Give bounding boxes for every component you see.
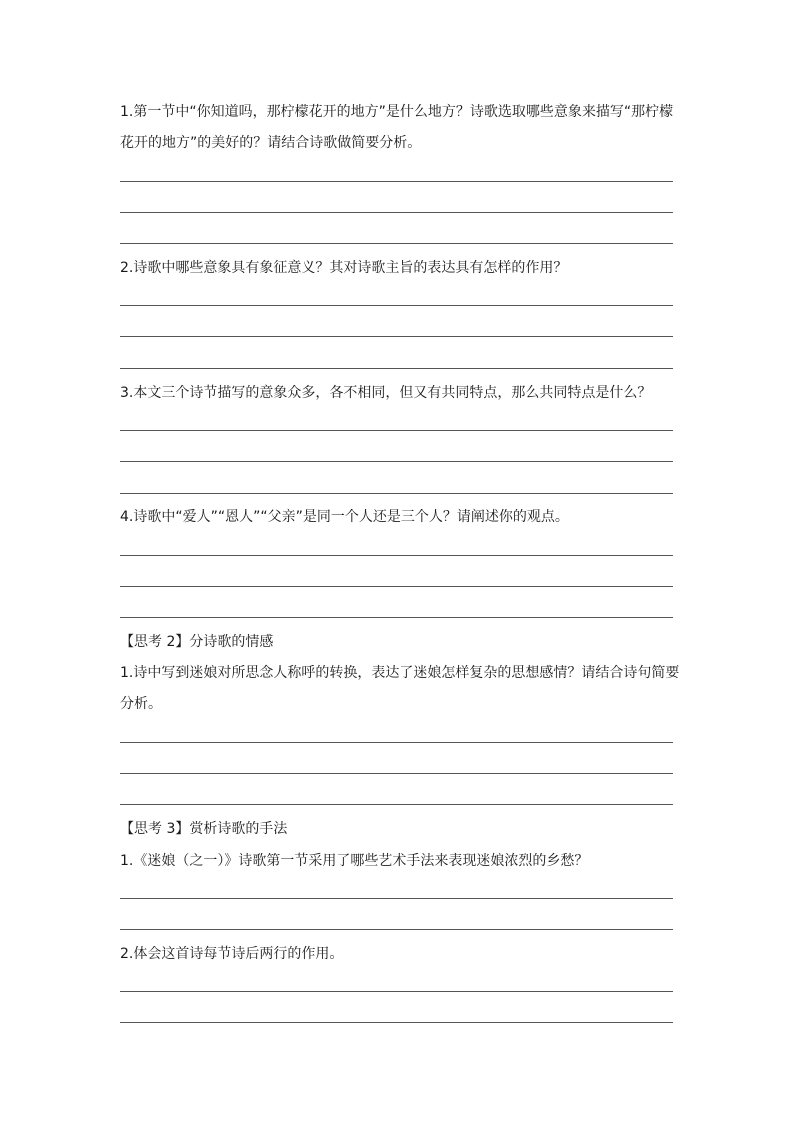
answer-line[interactable] [120,212,673,213]
answer-line[interactable] [120,555,673,556]
answer-line[interactable] [120,929,673,930]
answer-line[interactable] [120,336,673,337]
answer-line[interactable] [120,617,673,618]
answer-line[interactable] [120,305,673,306]
section-3-question-1: 1.《迷娘（之一）》诗歌第一节采用了哪些艺术手法来表现迷娘浓烈的乡愁？ [120,853,589,869]
section-3-question-2: 2.体会这首诗每节诗后两行的作用。 [120,946,344,962]
answer-line[interactable] [120,742,673,743]
section-2-heading: 【思考 2】分诗歌的情感 [120,634,274,650]
answer-line[interactable] [120,1022,673,1023]
question-1: 1.第一节中“你知道吗，那柠檬花开的地方”是什么地方？诗歌选取哪些意象来描写“那柠檬花开的地方”的美好的？请结合诗歌做简要分析。 [120,104,674,151]
answer-line[interactable] [120,773,673,774]
answer-line[interactable] [120,493,673,494]
answer-line[interactable] [120,461,673,462]
section-3-heading: 【思考 3】赏析诗歌的手法 [120,821,288,837]
question-2: 2.诗歌中哪些意象具有象征意义？其对诗歌主旨的表达具有怎样的作用？ [120,260,568,276]
answer-line[interactable] [120,898,673,899]
answer-line[interactable] [120,991,673,992]
section-2-question-1: 1.诗中写到迷娘对所思念人称呼的转换，表达了迷娘怎样复杂的思想感情？请结合诗句简要分析。 [120,665,680,712]
answer-line[interactable] [120,243,673,244]
question-4: 4.诗歌中“爱人”“恩人”“父亲”是同一个人还是三个人？请阐述你的观点。 [120,509,569,525]
question-3: 3.本文三个诗节描写的意象众多，各不相同，但又有共同特点，那么共同特点是什么？ [120,385,652,401]
answer-line[interactable] [120,368,673,369]
answer-line[interactable] [120,586,673,587]
answer-line[interactable] [120,181,673,182]
answer-line[interactable] [120,430,673,431]
answer-line[interactable] [120,804,673,805]
